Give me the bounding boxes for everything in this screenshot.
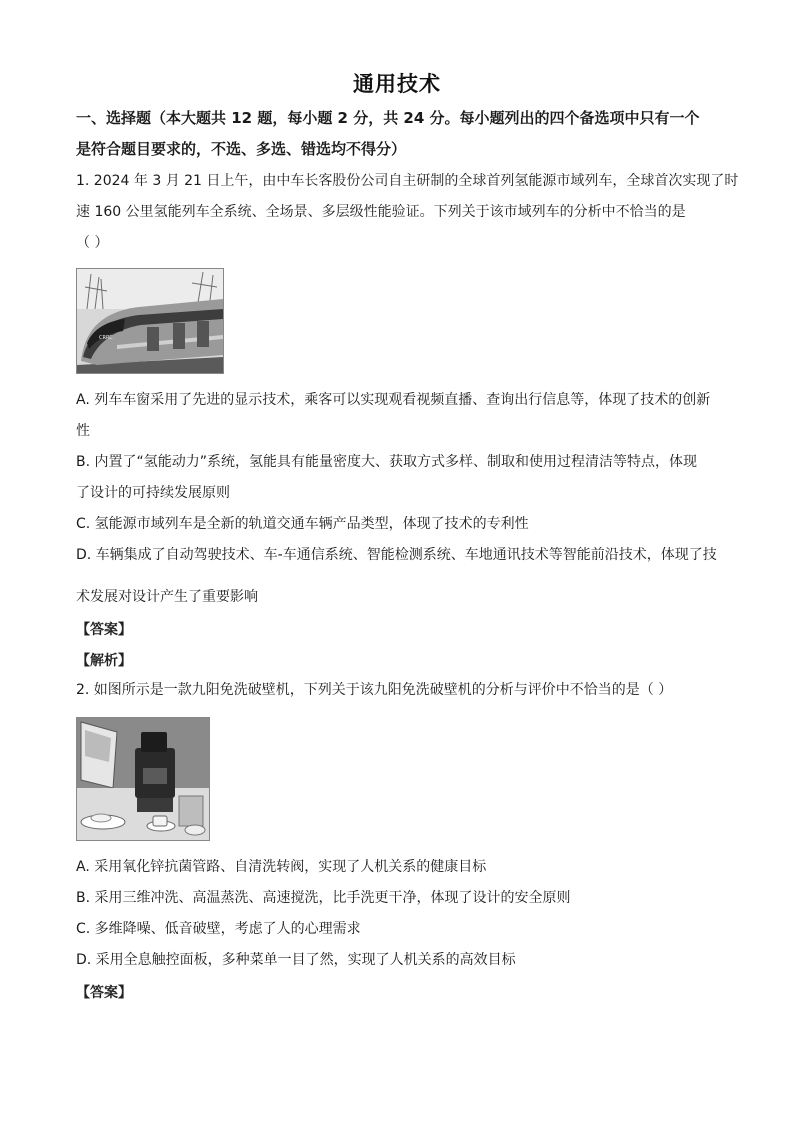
q2-answer-label: 【答案】 [76,985,132,1001]
q1-stem-line-2: 速 160 公里氢能列车全系统、全场景、多层级性能验证。下列关于该市域列车的分析中不恰当的是 [76,204,686,220]
q1-option-b-line-1: B. 内置了“氢能动力”系统，氢能具有能量密度大、获取方式多样、制取和使用过程清洁等特点，体现 [76,454,698,470]
q1-option-d-line-2: 术发展对设计产生了重要影响 [76,589,258,605]
section-heading-line-2: 是符合题目要求的，不选、多选、错选均不得分） [76,140,407,158]
blender-photo [76,717,210,841]
q1-option-b-line-2: 了设计的可持续发展原则 [76,485,230,501]
q2-option-b: B. 采用三维冲洗、高温蒸洗、高速搅洗，比手洗更干净，体现了设计的安全原则 [76,890,571,906]
train-illustration [77,269,223,373]
blender-illustration [77,718,209,840]
q1-option-d-line-1: D. 车辆集成了自动驾驶技术、车-车通信系统、智能检测系统、车地通讯技术等智能前沿技术，体现了技 [76,547,717,563]
page-title: 通用技术 [353,72,441,96]
q1-answer-label: 【答案】 [76,622,132,638]
q1-stem-line-1: 1. 2024 年 3 月 21 日上午，由中车长客股份公司自主研制的全球首列氢能源市域列车，全球首次实现了时 [76,173,739,189]
q1-bracket: （ ） [76,235,109,251]
section-heading-line-1: 一、选择题（本大题共 12 题，每小题 2 分，共 24 分。每小题列出的四个备选项中只有一个 [76,109,700,127]
q1-option-a-line-2: 性 [76,423,90,439]
q1-option-c: C. 氢能源市域列车是全新的轨道交通车辆产品类型，体现了技术的专利性 [76,516,529,532]
q1-analysis-label: 【解析】 [76,653,132,669]
q2-option-a: A. 采用氧化锌抗菌管路、自清洗转阀，实现了人机关系的健康目标 [76,859,487,875]
q2-option-d: D. 采用全息触控面板，多种菜单一目了然，实现了人机关系的高效目标 [76,952,516,968]
svg-text:CRRC: CRRC [99,335,113,341]
q2-option-c: C. 多维降噪、低音破壁，考虑了人的心理需求 [76,921,361,937]
q1-option-a-line-1: A. 列车车窗采用了先进的显示技术，乘客可以实现观看视频直播、查询出行信息等，体现了技术的创新 [76,392,711,408]
hydrogen-train-photo [76,268,224,374]
q2-stem: 2. 如图所示是一款九阳免洗破壁机，下列关于该九阳免洗破壁机的分析与评价中不恰当的是（ ） [76,682,673,698]
